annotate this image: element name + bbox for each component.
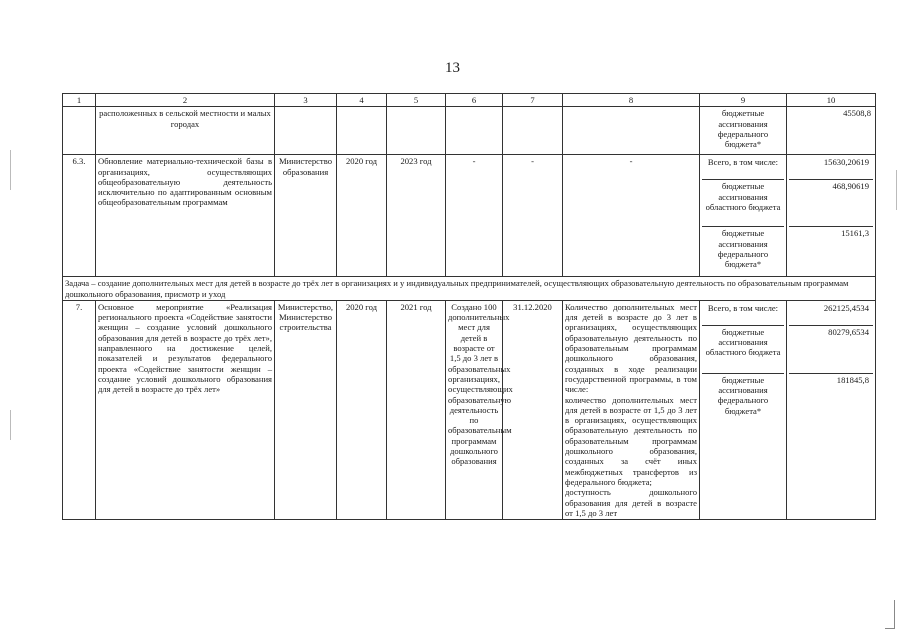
column-number: 6 — [446, 94, 503, 107]
continued-row — [63, 107, 876, 155]
measure-row-7 — [63, 300, 876, 519]
scan-mark — [896, 170, 897, 210]
funding-amount: 15630,20619 — [789, 156, 873, 180]
result: - — [446, 155, 503, 277]
column-number: 8 — [563, 94, 700, 107]
indicator-item: Количество дополнительных мест для детей в возрасте до 3 лет в организациях, осуществляющих образовательную деятельность по образовательным программам дошкольного образования, созданных в ходе реализации государственной программы, в том числе: — [565, 301, 697, 395]
start-year — [337, 107, 387, 155]
indicator — [563, 300, 700, 519]
funding-source: бюджетные ассигнования федерального бюджета* — [700, 107, 787, 155]
task-text: Задача – создание дополнительных мест для детей в возрасте до трёх лет в организациях и у индивидуальных предпринимателей, осуществляющих образовательную деятельность по образовательным программам дошкольного образования, присмотр и уход — [63, 277, 876, 301]
measure-row-6-3 — [63, 155, 876, 277]
indicator-item: доступность дошкольного образования для детей в возрасте от 1,5 до 3 лет — [565, 487, 697, 518]
executor — [275, 107, 337, 155]
result-date: - — [503, 155, 563, 277]
column-number-row — [63, 94, 876, 107]
funding-source: Всего, в том числе: — [702, 156, 784, 180]
result-date: 31.12.2020 — [503, 300, 563, 519]
scan-mark — [10, 410, 11, 440]
executor: Министерство, Министерство строительства — [275, 300, 337, 519]
result — [446, 107, 503, 155]
indicator-item: количество дополнительных мест для детей в возрасте от 1,5 до 3 лет в организациях, осуществляющих образовательную деятельность по образовательным программам дошкольного образования, созданных за счёт иных межбюджетных трансфертов из федерального бюджета; — [565, 394, 697, 487]
funding-source: бюджетные ассигнования федерального бюджета* — [717, 228, 769, 270]
funding-amounts — [787, 155, 876, 277]
funding-sources — [700, 300, 787, 519]
measure-name: расположенных в сельской местности и малых городах — [96, 107, 275, 155]
funding-amount: 15161,3 — [841, 228, 869, 239]
funding-amount: 80279,6534 — [789, 326, 873, 374]
funding-source: Всего, в том числе: — [702, 302, 784, 326]
end-year: 2021 год — [387, 300, 446, 519]
executor: Министерство образования — [275, 155, 337, 277]
indicator — [563, 107, 700, 155]
funding-amount: 262125,4534 — [789, 302, 873, 326]
column-number: 10 — [787, 94, 876, 107]
row-number — [63, 107, 96, 155]
column-number: 9 — [700, 94, 787, 107]
column-number: 5 — [387, 94, 446, 107]
funding-amounts — [787, 300, 876, 519]
task-row — [63, 277, 876, 301]
column-number: 1 — [63, 94, 96, 107]
funding-amount: 468,90619 — [789, 180, 873, 227]
end-year: 2023 год — [387, 155, 446, 277]
start-year: 2020 год — [337, 300, 387, 519]
indicator: - — [563, 155, 700, 277]
result-date — [503, 107, 563, 155]
funding-amount: 181845,8 — [836, 374, 869, 385]
funding-sources — [700, 155, 787, 277]
column-number: 7 — [503, 94, 563, 107]
funding-source: бюджетные ассигнования областного бюджета — [702, 180, 784, 227]
row-number: 7. — [63, 300, 96, 519]
measure-name: Основное мероприятие «Реализация регионального проекта «Содействие занятости женщин – создание условий дошкольного образования для детей в возрасте до трёх лет», направленного на достижение целей, показателей и результатов федерального проекта «Содействие занятости женщин – создание условий дошкольного образования для детей в возрасте до трёх лет» — [96, 300, 275, 519]
start-year: 2020 год — [337, 155, 387, 277]
funding-source: бюджетные ассигнования федерального бюджета* — [717, 374, 769, 416]
column-number: 4 — [337, 94, 387, 107]
row-number: 6.3. — [63, 155, 96, 277]
page-number: 13 — [445, 60, 460, 76]
funding-source: бюджетные ассигнования областного бюджета — [702, 326, 784, 374]
scan-mark — [10, 150, 11, 190]
measure-name: Обновление материально-технической базы в организациях, осуществляющих общеобразовательную деятельность исключительно по адаптированным основным общеобразовательным программам — [96, 155, 275, 277]
column-number: 3 — [275, 94, 337, 107]
column-number: 2 — [96, 94, 275, 107]
end-year — [387, 107, 446, 155]
program-table — [62, 93, 876, 520]
funding-amount: 45508,8 — [787, 107, 876, 155]
scan-mark — [894, 600, 895, 629]
result: Создано 100 дополнительных мест для детей в возрасте от 1,5 до 3 лет в образовательных организациях, осуществляющих образовательную деятельность по образовательным программам дошкольного образования — [446, 300, 503, 519]
